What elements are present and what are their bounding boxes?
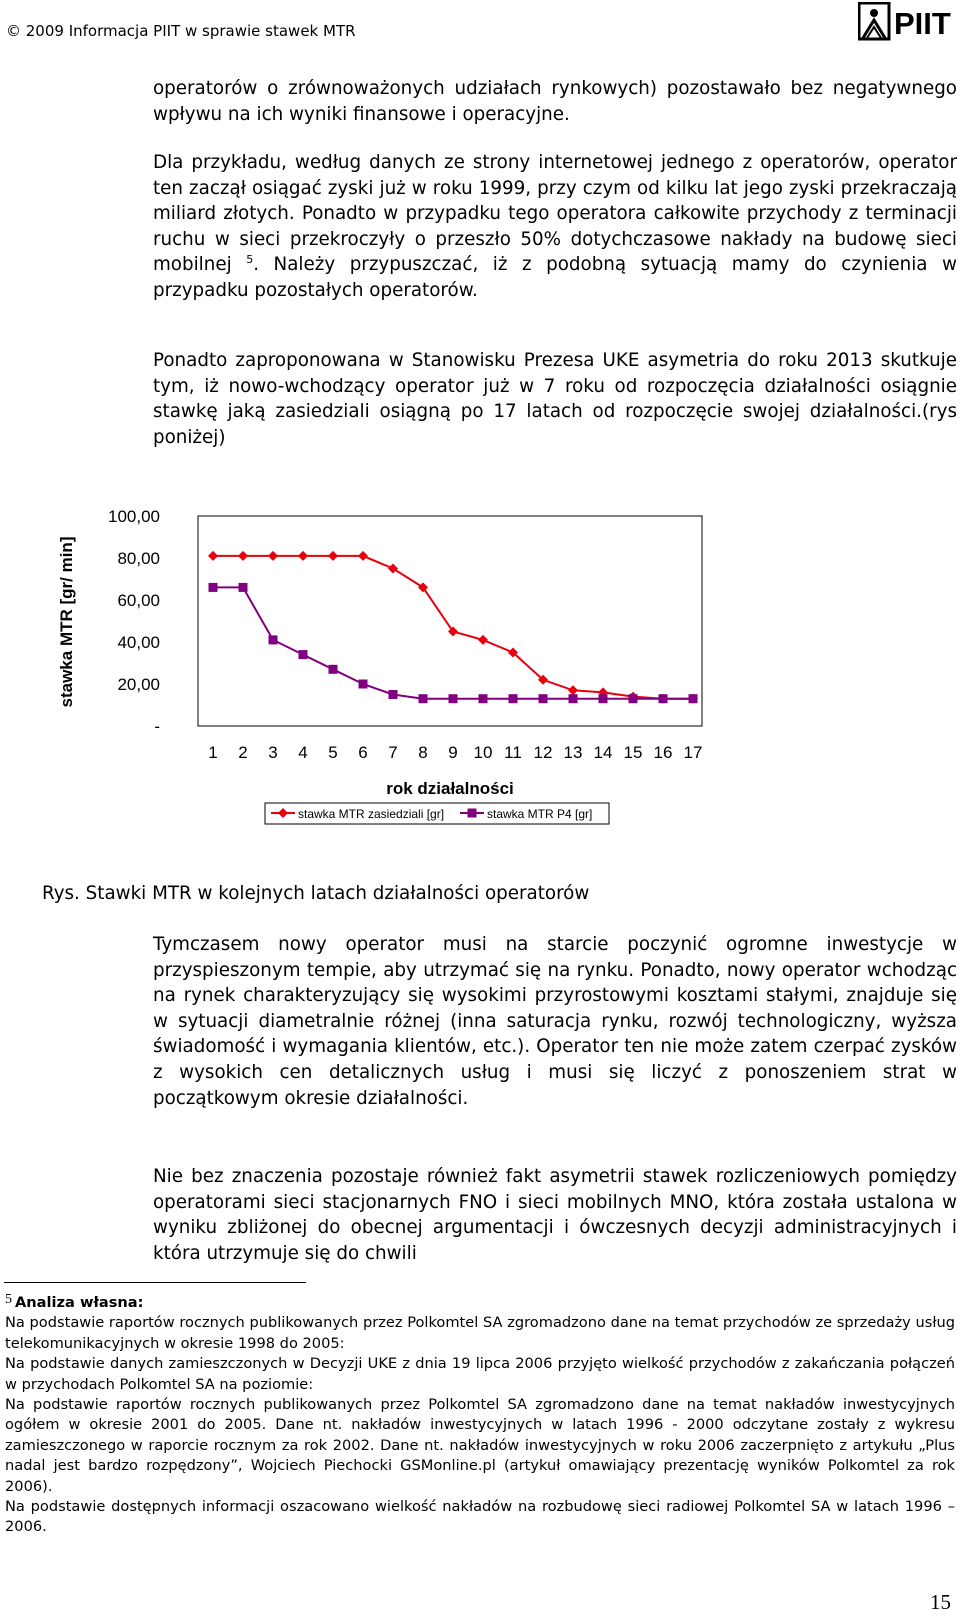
data-point [269, 635, 278, 644]
paragraph-1: operatorów o zrównoważonych udziałach rynkowych) pozostawało bez negatywnego wpływu na ich wyniki finansowe i operacyjne. [153, 78, 957, 125]
data-point [299, 650, 308, 659]
x-tick-label: 14 [593, 743, 613, 762]
paragraph-4: Tymczasem nowy operator musi na starcie poczynić ogromne inwestycje w przyspieszonym tempie, aby utrzymać się na rynku. Ponadto, nowy operator wchodząc na rynek charakteryzujący się wysokimi przyrostowymi kosztami stałymi, znajduje się w sytuacji diametralnie różnej (inna saturacja rynku, rozwój technologiczny, wyższa świadomość i wymagania klientów, etc.). Operator ten nie może zatem czerpać zysków z wysokich cen detalicznych usług i musi się liczyć z ponoszeniem strat w początkowym okresie działalności. [153, 934, 957, 1109]
footnote-title: Analiza własna: [15, 1294, 144, 1311]
piit-logo-text: PIIT [894, 6, 951, 41]
x-tick-label: 5 [328, 743, 338, 762]
figure-caption: Rys. Stawki MTR w kolejnych latach działalności operatorów [42, 883, 590, 904]
legend-marker [468, 809, 477, 818]
page-header: © 2009 Informacja PIIT w sprawie stawek MTR [6, 22, 356, 40]
footnote-number: 5 [5, 1292, 12, 1307]
x-tick-label: 2 [238, 743, 248, 762]
x-axis-label: rok działalności [386, 779, 514, 798]
paragraph-2-text-b: . Należy przypuszczać, iż z podobną sytuacją mamy do czynienia w przypadku pozostałych operatorów. [153, 254, 957, 301]
x-tick-label: 4 [298, 743, 308, 762]
data-point [239, 583, 248, 592]
data-point [209, 583, 218, 592]
x-tick-label: 8 [418, 743, 428, 762]
legend-label: stawka MTR zasiedziali [gr] [298, 807, 445, 821]
y-tick-label: - [154, 717, 160, 736]
data-point [689, 694, 698, 703]
x-tick-label: 16 [653, 743, 673, 762]
data-point [389, 690, 398, 699]
x-tick-label: 13 [563, 743, 583, 762]
x-tick-label: 15 [623, 743, 643, 762]
data-point [509, 694, 518, 703]
data-point [479, 694, 488, 703]
x-tick-label: 6 [358, 743, 368, 762]
footnote-separator [4, 1282, 306, 1283]
x-tick-label: 11 [504, 743, 522, 762]
data-point [449, 694, 458, 703]
y-tick-label: 60,00 [117, 591, 160, 610]
x-tick-label: 9 [448, 743, 458, 762]
data-point [359, 680, 368, 689]
paragraph-3: Ponadto zaproponowana w Stanowisku Prezesa UKE asymetria do roku 2013 skutkuje tym, iż nowo-wchodzący operator już w 7 roku od rozpoczęcia działalności osiągnie stawkę jaką zasiedziali osiągną po 17 latach od rozpoczęcie swojej działalności.(rys poniżej) [153, 350, 957, 448]
y-tick-label: 20,00 [117, 675, 160, 694]
data-point [539, 694, 548, 703]
paragraph-2-text-a: Dla przykładu, według danych ze strony internetowej jednego z operatorów, operator ten zaczął osiągać zyski już w roku 1999, przy czym od kilku lat jego zyski przekraczają miliard złotych. Ponadto w przypadku tego operatora całkowite przychody z terminacji ruchu w sieci przekroczyły o przeszło 50% dotychczasowe nakłady na budowę sieci mobilnej [153, 152, 957, 276]
paragraph-2 [153, 150, 957, 304]
footnote-line: Na podstawie dostępnych informacji oszacowano wielkość nakładów na rozbudowę sieci radiowej Polkomtel SA w latach 1996 – 2006. [5, 1498, 955, 1536]
x-tick-label: 10 [473, 743, 493, 762]
data-point [419, 694, 428, 703]
footnote-reference[interactable]: 5 [246, 253, 254, 267]
data-point [569, 694, 578, 703]
x-tick-label: 7 [388, 743, 398, 762]
x-tick-label: 12 [533, 743, 553, 762]
y-axis-label: stawka MTR [gr/ min] [57, 536, 76, 708]
page-number: 15 [930, 1590, 951, 1614]
x-tick-label: 17 [683, 743, 703, 762]
footnote-line: Na podstawie danych zamieszczonych w Decyzji UKE z dnia 19 lipca 2006 przyjęto wielkość przychodów z zakańczania połączeń w przychodach Polkomtel SA na poziomie: [5, 1355, 955, 1393]
footnote [5, 1290, 955, 1538]
y-tick-label: 100,00 [108, 507, 160, 526]
footnote-line: Na podstawie raportów rocznych publikowanych przez Polkomtel SA zgromadzono dane na temat przychodów ze sprzedaży usług telekomunikacyjnych w okresie 1998 do 2005: [5, 1314, 955, 1352]
y-tick-label: 40,00 [117, 633, 160, 652]
mtr-rate-chart [0, 470, 960, 860]
x-tick-label: 1 [208, 743, 218, 762]
data-point [329, 665, 338, 674]
data-point [659, 694, 668, 703]
chart-legend [265, 803, 609, 824]
piit-logo [858, 2, 956, 42]
paragraph-5: Nie bez znaczenia pozostaje również fakt asymetrii stawek rozliczeniowych pomiędzy operatorami sieci stacjonarnych FNO i sieci mobilnych MNO, która została ustalona w wyniku zbliżonej do obecnej argumentacji i ówczesnych decyzji administracyjnych i która utrzymuje się do chwili [153, 1166, 957, 1264]
legend-label: stawka MTR P4 [gr] [487, 807, 593, 821]
x-tick-label: 3 [268, 743, 278, 762]
y-tick-label: 80,00 [117, 549, 160, 568]
data-point [599, 694, 608, 703]
piit-logo-icon [859, 3, 889, 39]
data-point [629, 694, 638, 703]
footnote-line: Na podstawie raportów rocznych publikowanych przez Polkomtel SA zgromadzono dane na temat nakładów inwestycyjnych ogółem w okresie 2001 do 2005. Dane nt. nakładów inwestycyjnych w latach 1996 - 2000 odczytane zostały z wykresu zamieszczonego w raporcie rocznym za rok 2002. Dane nt. nakładów inwestycyjnych w roku 2006 zaczerpnięto z artykułu „Plus nadal jest bardzo rozpędzony”, Wojciech Piechocki GSMonline.pl (artykuł omawiający prezentację wyników Polkomtel za rok 2006). [5, 1396, 955, 1495]
